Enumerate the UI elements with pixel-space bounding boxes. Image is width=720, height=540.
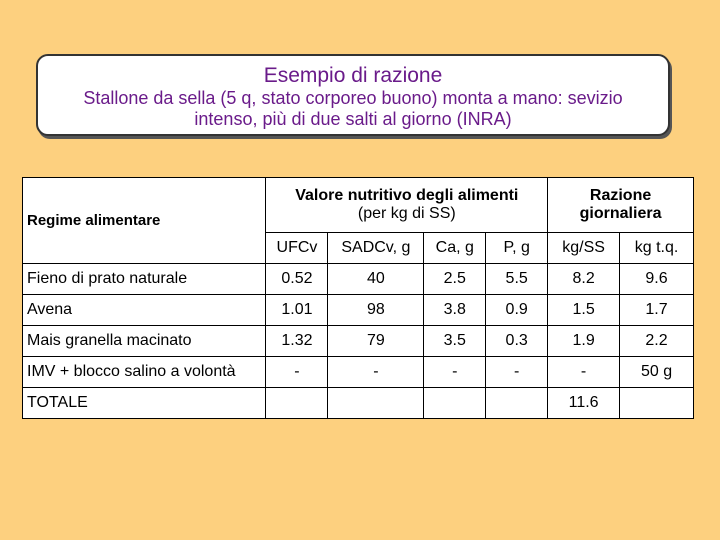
- column-header-kg-ss: kg/SS: [548, 233, 620, 264]
- column-header-sadcv: SADCv, g: [328, 233, 424, 264]
- table-row: [23, 264, 694, 295]
- title: Esempio di razione: [263, 64, 443, 87]
- table-cell: 8.2: [548, 264, 620, 295]
- regime-header: Regime alimentare: [23, 178, 266, 264]
- table-cell: 98: [328, 295, 424, 326]
- table-cell: [486, 388, 548, 419]
- table-cell: 0.9: [486, 295, 548, 326]
- table-cell: 1.01: [266, 295, 328, 326]
- table-cell: -: [486, 357, 548, 388]
- table-cell: 9.6: [620, 264, 694, 295]
- total-label: TOTALE: [23, 388, 266, 419]
- total-row: [23, 388, 694, 419]
- nutritive-value-header: [266, 178, 548, 233]
- table-cell: 0.3: [486, 326, 548, 357]
- table-cell: 3.8: [424, 295, 486, 326]
- table-row: [23, 326, 694, 357]
- table-cell: -: [266, 357, 328, 388]
- table-cell: 1.5: [548, 295, 620, 326]
- ration-table: [22, 177, 694, 419]
- table-cell: 40: [328, 264, 424, 295]
- column-header-p: P, g: [486, 233, 548, 264]
- table-cell: 2.2: [620, 326, 694, 357]
- table-cell: 1.32: [266, 326, 328, 357]
- subtitle-line-2: intenso, più di due salti al giorno (INRA): [194, 109, 512, 129]
- row-name: Mais granella macinato: [23, 326, 266, 357]
- table-cell: 1.7: [620, 295, 694, 326]
- subtitle-line-1: Stallone da sella (5 q, stato corporeo buono) monta a mano: sevizio: [83, 88, 623, 108]
- total-kg-ss: 11.6: [548, 388, 620, 419]
- table-cell: 0.52: [266, 264, 328, 295]
- table-cell: [328, 388, 424, 419]
- table-cell: -: [548, 357, 620, 388]
- table-cell: [266, 388, 328, 419]
- title-box: [36, 54, 670, 136]
- table-cell: -: [328, 357, 424, 388]
- column-header-ufcv: UFCv: [266, 233, 328, 264]
- table-cell: 5.5: [486, 264, 548, 295]
- nutritive-header-line-2: (per kg di SS): [357, 205, 456, 222]
- nutritive-header-line-1: Valore nutritivo degli alimenti: [295, 187, 519, 204]
- row-name: IMV + blocco salino a volontà: [23, 357, 266, 388]
- table-cell: [620, 388, 694, 419]
- table-cell: 1.9: [548, 326, 620, 357]
- ration-header-line-2: giornaliera: [579, 205, 662, 222]
- table-row: [23, 357, 694, 388]
- column-header-ca: Ca, g: [424, 233, 486, 264]
- table-row: [23, 295, 694, 326]
- table-cell: 2.5: [424, 264, 486, 295]
- table-cell: [424, 388, 486, 419]
- table-cell: 3.5: [424, 326, 486, 357]
- table-cell: 50 g: [620, 357, 694, 388]
- row-name: Avena: [23, 295, 266, 326]
- table-cell: -: [424, 357, 486, 388]
- ration-header-line-1: Razione: [589, 187, 652, 204]
- row-name: Fieno di prato naturale: [23, 264, 266, 295]
- column-header-kg-tq: kg t.q.: [620, 233, 694, 264]
- daily-ration-header: [548, 178, 694, 233]
- table-cell: 79: [328, 326, 424, 357]
